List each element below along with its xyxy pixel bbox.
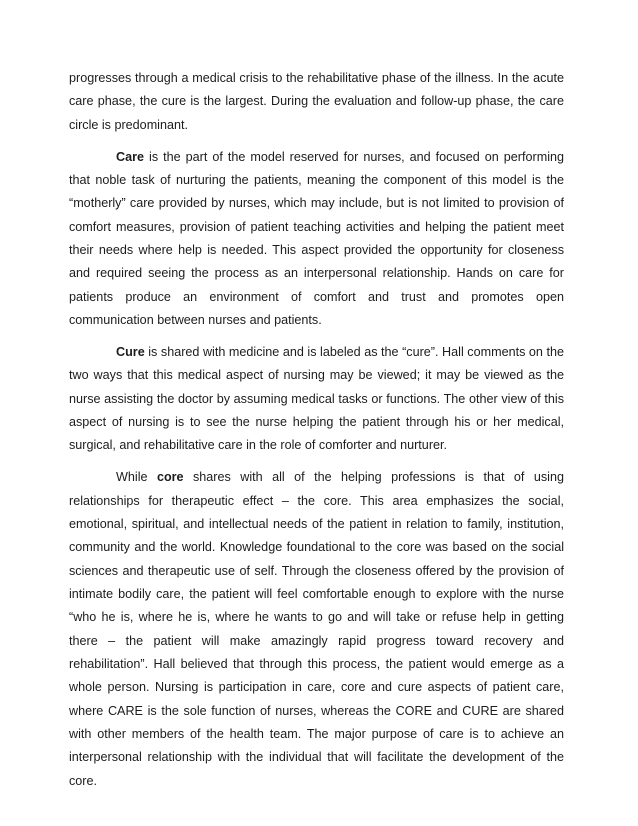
paragraph-care: [69, 146, 564, 333]
term-cure: Cure: [116, 344, 145, 359]
paragraph-continuation: progresses through a medical crisis to the rehabilitative phase of the illness. In the acute care phase, the cure is the largest. During the evaluation and follow-up phase, the care circle is predominant.: [69, 71, 564, 132]
paragraph-core: [69, 466, 564, 793]
paragraph-care-text: is the part of the model reserved for nurses, and focused on performing that noble task of nurturing the patients, meaning the component of this model is the “motherly” care provided by nurses, which may include, but is not limited to provision of comfort measures, provision of patient teaching activities and helping the patient meet their needs where help is needed. This aspect provided the opportunity for closeness and required seeing the process as an interpersonal relationship. Hands on care for patients produce an environment of comfort and trust and promotes open communication between nurses and patients.: [69, 149, 564, 328]
term-care: Care: [116, 149, 145, 164]
body-text: [69, 67, 564, 802]
paragraph-cure-text: is shared with medicine and is labeled as the “cure”. Hall comments on the two ways that this medical aspect of nursing may be viewed; it may be viewed as the nurse assisting the doctor by assuming medical tasks or functions. The other view of this aspect of nursing is to see the nurse helping the patient through his or her medical, surgical, and rehabilitative care in the role of comforter and nurturer.: [69, 344, 564, 453]
paragraph-cure: [69, 341, 564, 458]
paragraph-core-text: shares with all of the helping professions is that of using relationships for therapeutic effect – the core. This area emphasizes the social, emotional, spiritual, and intellectual needs of the patient in relation to family, institution, community and the world. Knowledge foundational to the core was based on the social sciences and therapeutic use of self. Through the closeness offered by the provision of intimate bodily care, the patient will feel comfortable enough to explore with the nurse “who he is, where he is, where he wants to go and will take or refuse help in getting there – the patient will make amazingly rapid progress toward recovery and rehabilitation”. Hall believed that through this process, the patient would emerge as a whole person. Nursing is participation in care, core and cure aspects of patient care, where CARE is the sole function of nurses, whereas the CORE and CURE are shared with other members of the health team. The major purpose of care is to achieve an interpersonal relationship with the individual that will facilitate the development of the core.: [69, 470, 564, 788]
term-core: core: [156, 470, 184, 485]
paragraph-core-lead: While: [116, 470, 157, 485]
